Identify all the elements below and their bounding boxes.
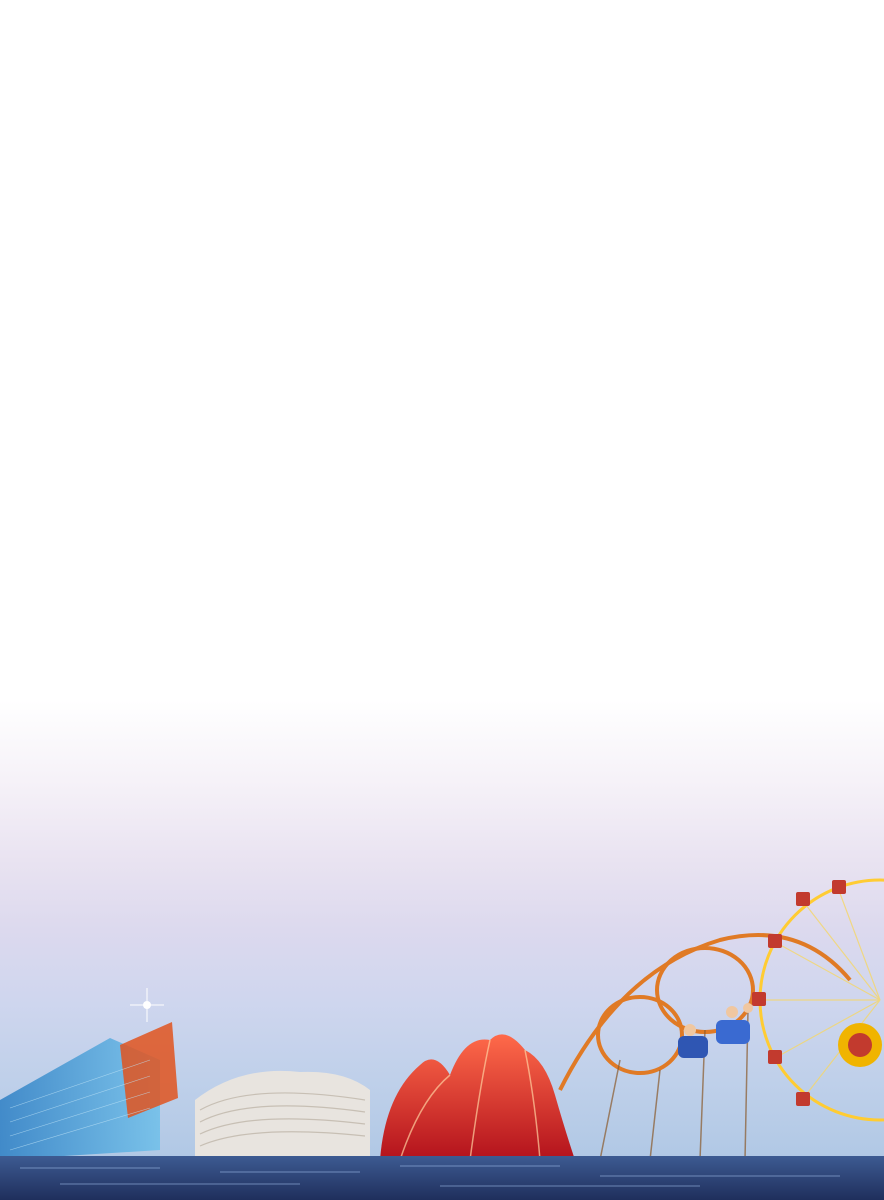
- city-skyline-illustration: [0, 860, 884, 1200]
- article-paragraph-last: [152, 391, 764, 420]
- article-body: [152, 384, 764, 427]
